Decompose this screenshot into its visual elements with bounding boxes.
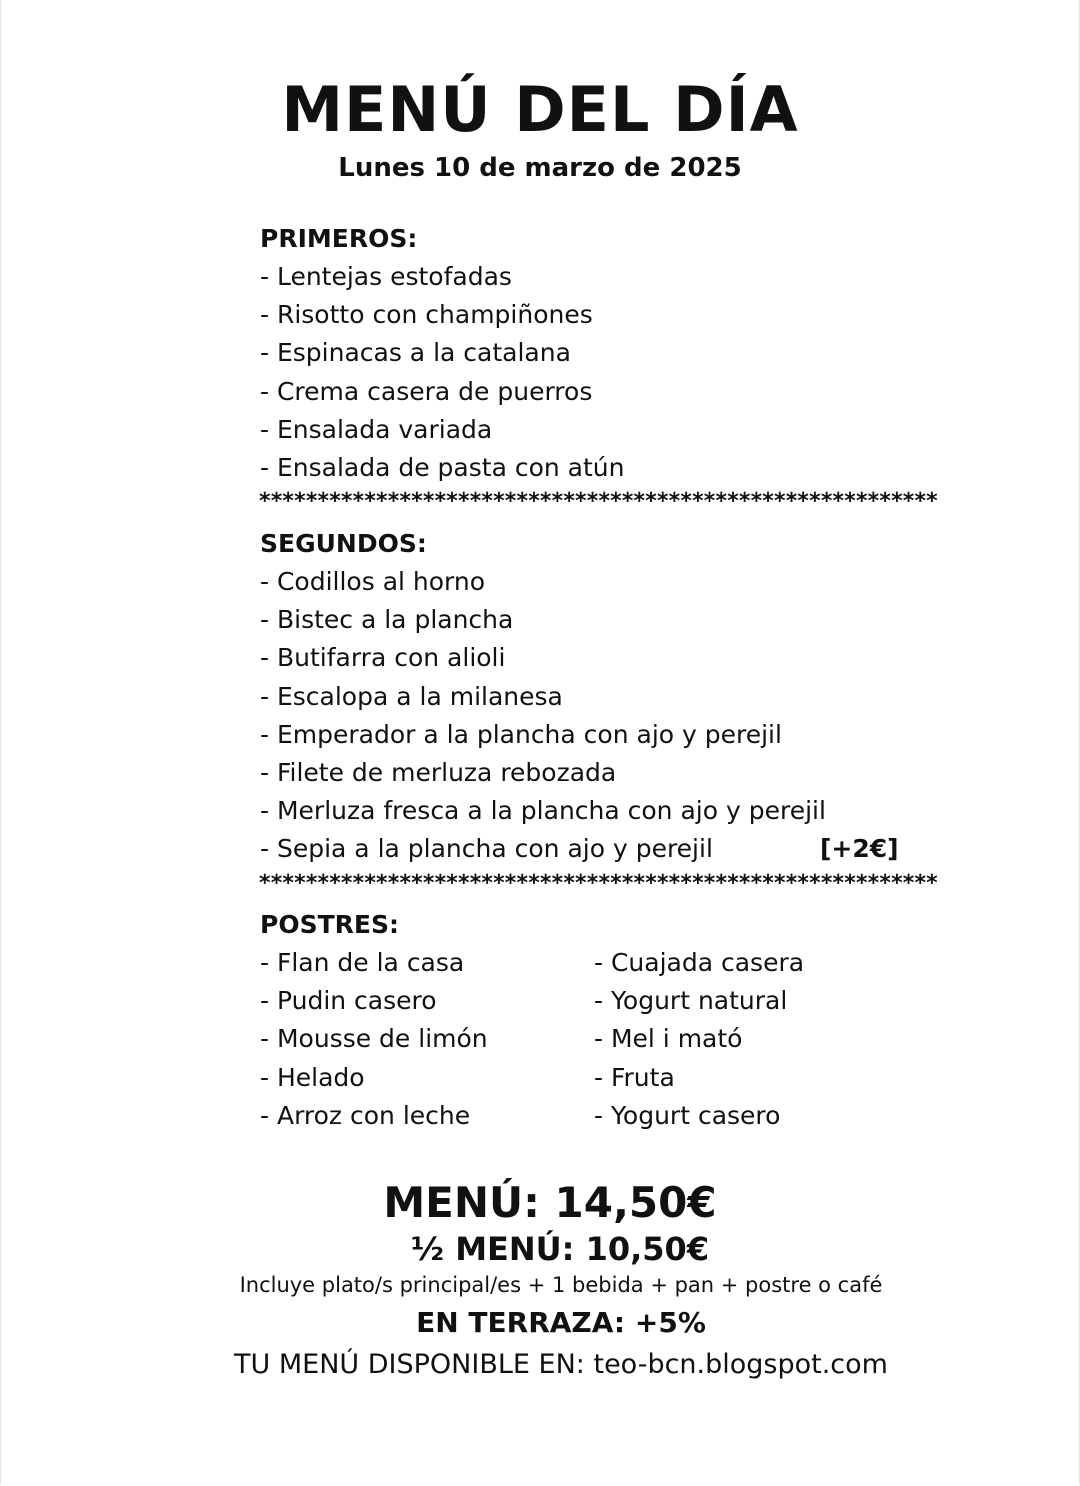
segundos-item: - Bistec a la plancha [260,605,514,635]
primeros-title: PRIMEROS: [260,224,418,253]
primeros-item: - Crema casera de puerros [260,376,593,406]
segundos-item-with-surcharge [260,830,1020,868]
segundos-title: SEGUNDOS: [260,529,427,558]
segundos-section [260,525,1020,869]
segundos-item: - Emperador a la plancha con ajo y perejil [260,719,782,749]
menu-date: Lunes 10 de marzo de 2025 [338,153,742,183]
postres-left-column [260,944,594,1135]
segundos-item: - Codillos al horno [260,567,486,596]
separator-line: ********************************************************** [259,490,938,514]
postres-item: - Mel i mató [594,1024,743,1054]
postres-item: - Arroz con leche [260,1100,471,1130]
postres-item: - Yogurt casero [594,1100,781,1130]
postres-section [260,906,1020,1135]
segundos-item-label: - Sepia a la plancha con ajo y perejil [260,834,713,864]
segundos-item: - Butifarra con alioli [260,643,506,673]
postres-right-column [594,944,994,1135]
menu-availability-link: TU MENÚ DISPONIBLE EN: teo-bcn.blogspot.com [234,1349,888,1380]
postres-title: POSTRES: [260,910,399,939]
postres-item: - Pudin casero [260,986,437,1016]
primeros-item: - Espinacas a la catalana [260,338,571,368]
postres-item: - Fruta [594,1062,675,1092]
postres-item: - Flan de la casa [260,948,465,977]
primeros-item: - Risotto con champiñones [260,300,593,330]
half-menu-price: ½ MENÚ: 10,50€ [410,1230,710,1268]
segundos-item: - Merluza fresca a la plancha con ajo y perejil [260,796,826,826]
separator-line: ********************************************************** [259,872,938,896]
terraza-surcharge: EN TERRAZA: +5% [416,1306,706,1339]
segundos-item: - Filete de merluza rebozada [260,757,617,787]
postres-item: - Helado [260,1062,365,1092]
postres-item: - Cuajada casera [594,948,805,977]
menu-includes-note: Incluye plato/s principal/es + 1 bebida + pan + postre o café [239,1273,883,1297]
postres-item: - Mousse de limón [260,1024,488,1054]
primeros-item: - Ensalada de pasta con atún [260,452,625,482]
segundos-item: - Escalopa a la milanesa [260,681,563,711]
surcharge-badge: [+2€] [820,834,899,864]
postres-item: - Yogurt natural [594,986,788,1016]
primeros-section [260,220,1020,487]
postres-columns [260,944,1020,1135]
menu-price: MENÚ: 14,50€ [383,1178,717,1227]
primeros-item: - Lentejas estofadas [260,262,512,291]
primeros-item: - Ensalada variada [260,414,493,444]
page-title: MENÚ DEL DÍA [281,73,799,146]
